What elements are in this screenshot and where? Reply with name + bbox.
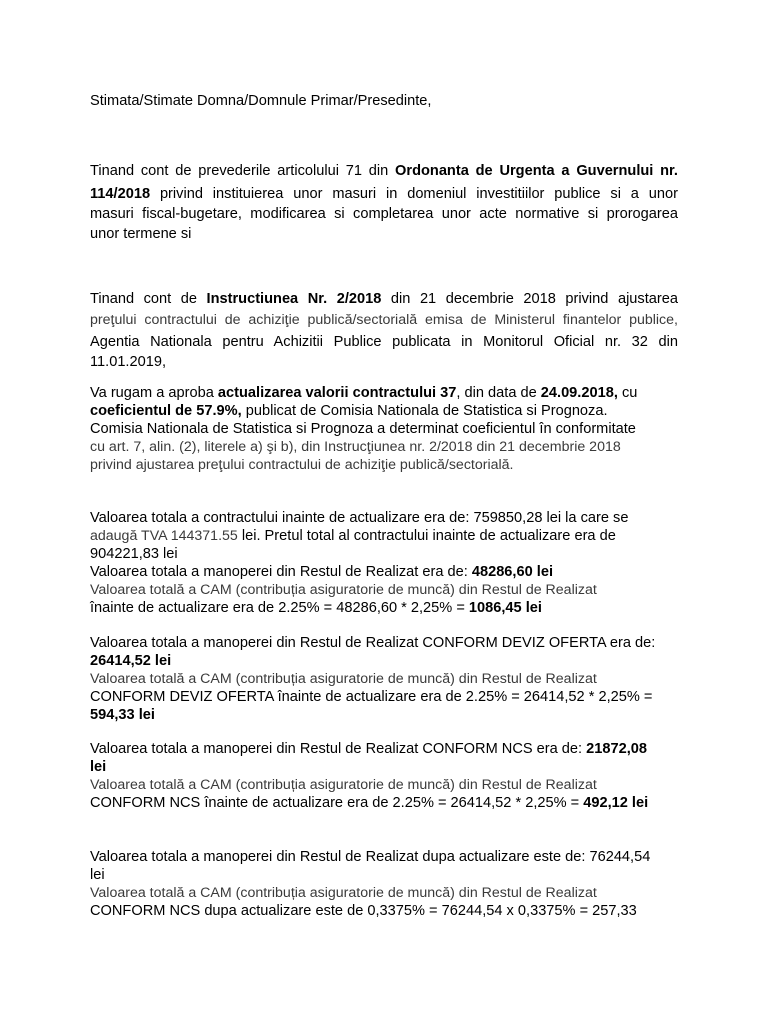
- greeting: Stimata/Stimate Domna/Domnule Primar/Presedinte,: [90, 93, 432, 109]
- p1-line-1: Tinand cont de prevederile articolului 71 din Ordonanta de Urgenta a Guvernului nr.: [90, 163, 678, 179]
- p6-line-2: lei: [90, 759, 107, 775]
- p2-line-3: Agentia Nationala pentru Achizitii Publice publicata in Monitorul Oficial nr. 32 din: [90, 334, 678, 350]
- ordinance-number: 114/2018: [90, 186, 151, 202]
- p3-line-4: cu art. 7, alin. (2), literele a) şi b), din Instrucţiunea nr. 2/2018 din 21 decembrie 2018: [90, 439, 621, 455]
- p3-line-5: privind ajustarea preţului contractului de achiziţie publică/sectorială.: [90, 457, 514, 473]
- p1-line-3: masuri fiscal-bugetare, modificarea si completarea unor acte normative si prorogarea: [90, 206, 678, 222]
- p5-line-4: CONFORM DEVIZ OFERTA înainte de actualizare era de 2.25% = 26414,52 * 2,25% =: [90, 689, 653, 705]
- p4-line-5: Valoarea totală a CAM (contribuția asiguratorie de muncă) din Restul de Realizat: [90, 582, 597, 598]
- p5-line-2: [90, 652, 171, 670]
- p5-line-5: [90, 706, 155, 724]
- p6-line-1: Valoarea totala a manoperei din Restul de Realizat CONFORM NCS era de: 21872,08: [90, 741, 648, 757]
- p4-line-4: Valoarea totala a manoperei din Restul de Realizat era de: 48286,60 lei: [90, 564, 553, 580]
- coefficient-bold: coeficientul de 57.9%,: [90, 403, 242, 419]
- p4-line-2: adaugă TVA 144371.55 lei. Pretul total al contractului inainte de actualizare era de: [90, 528, 616, 544]
- p1-line-2: 114/2018 privind instituierea unor masuri in domeniul investitiilor publice si a unor: [90, 186, 678, 202]
- p5-line-3: Valoarea totală a CAM (contribuția asiguratorie de muncă) din Restul de Realizat: [90, 671, 597, 687]
- ordinance-reference: Ordonanta de Urgenta a Guvernului nr.: [395, 163, 678, 179]
- labor-value: 48286,60 lei: [471, 564, 553, 580]
- ncs-cam-value: 492,12 lei: [583, 795, 649, 811]
- contract-date: 24.09.2018,: [540, 385, 618, 401]
- p7-line-1: Valoarea totala a manoperei din Restul de Realizat dupa actualizare este de: 76244,54: [90, 849, 651, 865]
- cam-value: 1086,45 lei: [468, 600, 542, 616]
- offer-cam-value: 594,33 lei: [90, 707, 155, 723]
- p1-line-4: unor termene si: [90, 226, 192, 242]
- p7-line-3: Valoarea totală a CAM (contribuția asiguratorie de muncă) din Restul de Realizat: [90, 885, 597, 901]
- p7-line-4: CONFORM NCS dupa actualizare este de 0,3375% = 76244,54 x 0,3375% = 257,33: [90, 903, 637, 919]
- offer-labor-value: 26414,52 lei: [90, 653, 172, 669]
- p7-line-2: lei: [90, 867, 105, 883]
- p5-line-1: Valoarea totala a manoperei din Restul de Realizat CONFORM DEVIZ OFERTA era de:: [90, 635, 656, 651]
- p3-line-2: coeficientul de 57.9%, publicat de Comisia Nationala de Statistica si Prognoza.: [90, 403, 608, 419]
- p4-line-1: Valoarea totala a contractului inainte de actualizare era de: 759850,28 lei la care se: [90, 510, 629, 526]
- contract-update-bold: actualizarea valorii contractului 37: [217, 385, 457, 401]
- p6-line-3: Valoarea totală a CAM (contribuția asiguratorie de muncă) din Restul de Realizat: [90, 777, 597, 793]
- p3-line-3: Comisia Nationala de Statistica si Prognoza a determinat coeficientul în conformitate: [90, 421, 636, 437]
- p4-line-3: 904221,83 lei: [90, 546, 178, 562]
- p2-line-2: preţului contractului de achiziţie publică/sectorială emisa de Ministerul finantelor publice,: [90, 312, 678, 328]
- p4-line-6: înainte de actualizare era de 2.25% = 48286,60 * 2,25% = 1086,45 lei: [90, 600, 542, 616]
- p3-line-1: Va rugam a aproba actualizarea valorii contractului 37, din data de 24.09.2018, cu: [90, 385, 638, 401]
- p6-line-4: CONFORM NCS înainte de actualizare era de 2.25% = 26414,52 * 2,25% = 492,12 lei: [90, 795, 649, 811]
- p2-line-4: 11.01.2019,: [90, 354, 167, 370]
- instruction-reference: Instructiunea Nr. 2/2018: [206, 291, 382, 307]
- ncs-labor-value: 21872,08: [586, 741, 648, 757]
- p2-line-1: Tinand cont de Instructiunea Nr. 2/2018 din 21 decembrie 2018 privind ajustarea: [90, 291, 678, 307]
